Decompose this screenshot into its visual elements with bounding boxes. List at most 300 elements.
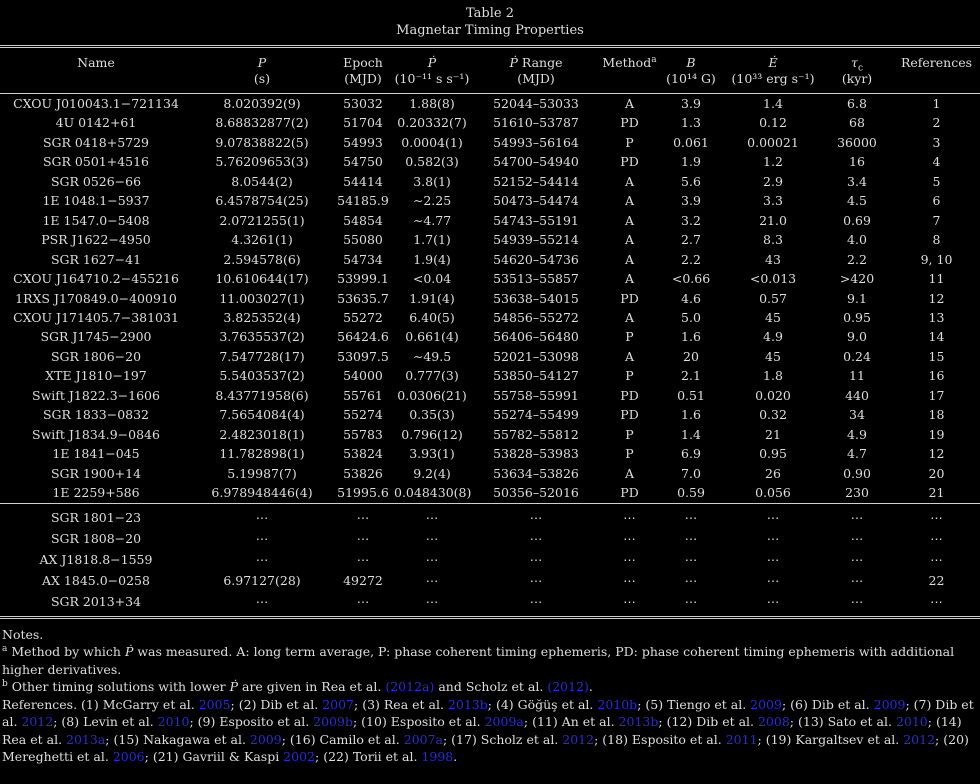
cell-pdot: ⋯ xyxy=(425,551,439,567)
cell-name: 1E 1048.1−5937 xyxy=(42,193,150,209)
cell-pdot-range: 53634–53826 xyxy=(493,465,579,481)
cell-period: 8.68832877(2) xyxy=(215,115,309,131)
cell-tau: ⋯ xyxy=(850,573,864,589)
cell-epoch: 53824 xyxy=(343,446,383,462)
table-header xyxy=(0,47,980,94)
footnote-marker: b xyxy=(2,678,8,689)
cell-pdot: 0.661(4) xyxy=(405,329,459,345)
cell-pdot-range: 53850–54127 xyxy=(493,368,579,384)
cell-edot: 3.3 xyxy=(763,193,783,209)
cell-epoch: 54414 xyxy=(343,173,383,189)
column-header-pdot: Ṗ xyxy=(427,55,437,70)
reference-link[interactable]: 2013b xyxy=(618,714,659,730)
cell-bfield: ⋯ xyxy=(684,594,698,610)
cell-pdot-range: 54743–55191 xyxy=(493,212,579,228)
cell-edot: 43 xyxy=(765,251,781,267)
cell-period: 3.7635537(2) xyxy=(219,329,305,345)
column-unit-edot: (10³³ erg s⁻¹) xyxy=(731,71,815,86)
column-unit-pdot-range: (MJD) xyxy=(517,71,555,86)
cell-edot: 0.056 xyxy=(755,485,791,501)
cell-period: 5.5403537(2) xyxy=(219,368,305,384)
cell-edot: 26 xyxy=(765,465,781,481)
cell-name: PSR J1622−4950 xyxy=(41,232,151,248)
header-symbols-row xyxy=(0,47,980,72)
cell-edot: ⋯ xyxy=(766,594,780,610)
reference-link[interactable]: 2007 xyxy=(322,696,355,712)
reference-link[interactable]: 2007a xyxy=(403,731,443,747)
cell-name: Swift J1822.3−1606 xyxy=(32,387,160,403)
cell-name: 1E 1547.0−5408 xyxy=(42,212,150,228)
column-unit-pdot: (10⁻¹¹ s s⁻¹) xyxy=(394,71,470,86)
cell-pdot-range: 52044–53033 xyxy=(493,96,579,111)
cell-pdot: ⋯ xyxy=(425,594,439,610)
cell-edot: ⋯ xyxy=(766,509,780,525)
cell-tau: 0.90 xyxy=(843,465,871,481)
column-unit-epoch: (MJD) xyxy=(344,71,382,86)
cell-references: 6 xyxy=(932,193,941,209)
cell-pdot: ⋯ xyxy=(425,509,439,525)
cell-references: 15 xyxy=(928,348,945,364)
cell-edot: 4.9 xyxy=(763,329,783,345)
cell-method: ⋯ xyxy=(623,594,636,610)
cell-method: A xyxy=(624,348,635,364)
table-row xyxy=(0,444,980,463)
cell-pdot: 3.93(1) xyxy=(409,446,455,462)
cell-epoch: 54000 xyxy=(343,368,383,384)
table-row xyxy=(0,172,980,191)
reference-link[interactable]: 2006 xyxy=(112,749,145,765)
cell-epoch: 53032 xyxy=(343,96,383,111)
table-row xyxy=(0,483,980,503)
references-label: References. xyxy=(2,696,82,712)
cell-method: PD xyxy=(620,485,639,501)
cell-tau: 16 xyxy=(849,154,865,170)
table-row xyxy=(0,308,980,327)
column-header-pdot-range: Ṗ Range xyxy=(509,55,563,70)
reference-link[interactable]: 1998 xyxy=(421,749,454,765)
column-header-edot: Ė xyxy=(768,55,778,70)
cell-method: PD xyxy=(620,115,639,131)
cell-pdot-range: 54856–55272 xyxy=(493,309,579,325)
reference-link[interactable]: 2011 xyxy=(725,731,758,747)
cell-references: 21 xyxy=(928,485,945,501)
table-row xyxy=(0,366,980,385)
cell-edot: ⋯ xyxy=(766,573,780,589)
cell-edot: 0.020 xyxy=(755,387,791,403)
column-unit-references xyxy=(893,71,980,94)
cell-method: P xyxy=(625,368,634,384)
reference-link[interactable]: 2012 xyxy=(562,731,595,747)
notes-section xyxy=(0,619,980,766)
cell-references: 9, 10 xyxy=(920,251,953,267)
cell-tau: ⋯ xyxy=(850,551,864,567)
cell-bfield: 3.2 xyxy=(681,212,701,228)
cell-method: PD xyxy=(620,407,639,423)
cell-pdot-range: 54700–54940 xyxy=(493,154,579,170)
reference-link[interactable]: 2009 xyxy=(750,696,782,712)
cell-bfield: ⋯ xyxy=(684,573,698,589)
cell-references: 5 xyxy=(932,173,941,189)
cell-tau: 68 xyxy=(849,115,865,131)
table-row xyxy=(0,347,980,366)
cell-pdot: 0.796(12) xyxy=(401,426,463,442)
cell-period: 8.020392(9) xyxy=(223,96,301,111)
cell-pdot-range: ⋯ xyxy=(529,573,543,589)
cell-bfield: ⋯ xyxy=(684,530,698,546)
cell-epoch: 53097.5 xyxy=(337,348,389,364)
cell-method: P xyxy=(625,426,634,442)
cell-epoch: 56424.6 xyxy=(337,329,389,345)
footnote-b: $^b$ Other timing solutions with lower Ṗ are given in Rea et al. (2012a) and Scholz et al. (2012). xyxy=(2,678,593,695)
reference-link[interactable]: 2012 xyxy=(21,714,54,730)
cell-bfield: ⋯ xyxy=(684,551,698,567)
table-row xyxy=(0,152,980,171)
cell-name: SGR J1745−2900 xyxy=(40,329,152,345)
cell-epoch: 54734 xyxy=(343,251,383,267)
cell-references: 16 xyxy=(928,368,945,384)
cell-name: CXOU J010043.1−721134 xyxy=(13,96,179,111)
column-unit-method xyxy=(602,71,657,94)
cell-pdot-range: 53828–53983 xyxy=(493,446,579,462)
header-units-row xyxy=(0,71,980,94)
cell-name: AX 1845.0−0258 xyxy=(42,573,150,589)
cell-name: SGR 1806−20 xyxy=(50,348,142,364)
cell-bfield: 2.2 xyxy=(681,251,701,267)
cell-pdot: 1.7(1) xyxy=(413,232,451,248)
cell-epoch: 53999.1 xyxy=(337,271,389,287)
cell-period: 2.594578(6) xyxy=(223,251,301,267)
cell-edot: ⋯ xyxy=(766,551,780,567)
cell-method: A xyxy=(624,465,635,481)
cell-references: 11 xyxy=(928,271,945,287)
cell-name: XTE J1810−197 xyxy=(45,368,147,384)
table-row xyxy=(0,464,980,483)
cell-epoch: 54185.9 xyxy=(337,193,389,209)
cell-tau: 0.69 xyxy=(843,212,871,228)
cell-method: ⋯ xyxy=(623,509,636,525)
cell-references: 12 xyxy=(928,446,945,462)
column-header-period: P xyxy=(257,55,267,70)
cell-name: SGR 0501+4516 xyxy=(42,154,150,170)
column-unit-tau: (kyr) xyxy=(841,71,873,86)
cell-period: ⋯ xyxy=(255,509,269,525)
cell-bfield: 0.061 xyxy=(673,134,709,150)
table-row xyxy=(0,250,980,269)
cell-tau: 4.5 xyxy=(847,193,867,209)
cell-pdot-range: 54993–56164 xyxy=(493,134,579,150)
table-title: Magnetar Timing Properties xyxy=(396,23,584,38)
cell-bfield: 1.3 xyxy=(681,115,701,131)
cell-period: 9.07838822(5) xyxy=(215,134,309,150)
cell-references: 22 xyxy=(928,573,945,589)
cell-method: A xyxy=(624,212,635,228)
cell-references: ⋯ xyxy=(930,594,943,610)
cell-name: 4U 0142+61 xyxy=(55,115,137,131)
cell-references: 20 xyxy=(928,465,945,481)
cell-method: PD xyxy=(620,290,639,306)
cell-pdot: 0.777(3) xyxy=(405,368,459,384)
cell-pdot: 3.8(1) xyxy=(413,173,451,189)
cell-bfield: 4.6 xyxy=(681,290,701,306)
cell-method: A xyxy=(624,251,635,267)
cell-pdot-range: 53638–54015 xyxy=(493,290,579,306)
table-row xyxy=(0,327,980,346)
cell-period: 3.825352(4) xyxy=(223,309,301,325)
cell-references: 8 xyxy=(932,232,941,248)
cell-name: SGR 1833−0832 xyxy=(42,407,150,423)
cell-edot: 1.4 xyxy=(763,96,783,111)
table-row xyxy=(0,528,980,549)
cell-bfield: 3.9 xyxy=(681,193,701,209)
table-row xyxy=(0,113,980,132)
cell-method: A xyxy=(624,271,635,287)
cell-method: A xyxy=(624,309,635,325)
cell-bfield: 1.6 xyxy=(681,329,701,345)
table-row xyxy=(0,230,980,249)
cell-references: 4 xyxy=(932,154,941,170)
cell-name: Swift J1834.9−0846 xyxy=(32,426,160,442)
table-row xyxy=(0,269,980,288)
cell-epoch: 55783 xyxy=(343,426,383,442)
table-row xyxy=(0,386,980,405)
cell-pdot: 0.582(3) xyxy=(405,154,459,170)
cell-edot: 21 xyxy=(765,426,781,442)
cell-references: 1 xyxy=(932,96,941,111)
column-header-name: Name xyxy=(77,55,115,70)
cell-tau: 4.7 xyxy=(847,446,867,462)
cell-edot: 8.3 xyxy=(763,232,783,248)
column-header-method: Method$^a$ xyxy=(602,54,657,70)
cell-bfield: 2.7 xyxy=(681,232,701,248)
cell-epoch: 51995.6 xyxy=(337,485,389,501)
column-header-bfield: B xyxy=(686,55,696,70)
cell-pdot-range: ⋯ xyxy=(529,530,543,546)
table-row xyxy=(0,289,980,308)
cell-tau: 4.9 xyxy=(847,426,867,442)
cell-references: 14 xyxy=(928,329,945,345)
column-header-references: References xyxy=(900,55,973,70)
cell-pdot: 6.40(5) xyxy=(409,309,455,325)
cell-epoch: 53635.7 xyxy=(337,290,389,306)
reference-link[interactable]: (2012a) xyxy=(385,679,435,695)
table-row xyxy=(0,591,980,617)
cell-tau: >420 xyxy=(839,271,875,287)
cell-epoch: 55272 xyxy=(343,309,383,325)
cell-epoch: 51704 xyxy=(343,115,383,131)
cell-tau: 230 xyxy=(845,485,869,501)
reference-link[interactable]: 2002 xyxy=(283,749,315,765)
cell-pdot: 1.9(4) xyxy=(413,251,451,267)
cell-bfield: ⋯ xyxy=(684,509,698,525)
cell-epoch: ⋯ xyxy=(356,530,370,546)
reference-link[interactable]: 2009b xyxy=(313,714,353,730)
reference-link[interactable]: 2009 xyxy=(873,696,906,712)
cell-tau: 2.2 xyxy=(847,251,867,267)
cell-name: SGR 2013+34 xyxy=(50,594,142,610)
cell-references: ⋯ xyxy=(930,509,943,525)
reference-link[interactable]: 2009a xyxy=(484,714,524,730)
cell-edot: 0.57 xyxy=(759,290,787,306)
cell-edot: 45 xyxy=(765,309,781,325)
cell-name: SGR 0418+5729 xyxy=(42,134,150,150)
reference-link[interactable]: 2013b xyxy=(447,696,488,712)
cell-bfield: <0.66 xyxy=(671,271,711,287)
cell-method: P xyxy=(625,446,634,462)
cell-bfield: 5.0 xyxy=(681,309,701,325)
column-unit-period: (s) xyxy=(253,71,271,86)
cell-references: 2 xyxy=(932,115,941,131)
cell-period: 6.97127(28) xyxy=(223,573,301,589)
table-body-main xyxy=(0,94,980,504)
cell-period: ⋯ xyxy=(255,594,269,610)
cell-bfield: 0.59 xyxy=(677,485,705,501)
cell-pdot-range: 55782–55812 xyxy=(493,426,579,442)
cell-epoch: 55274 xyxy=(343,407,383,423)
cell-edot: ⋯ xyxy=(766,530,780,546)
notes-heading: Notes. xyxy=(2,626,44,642)
cell-method: ⋯ xyxy=(623,573,636,589)
cell-bfield: 1.6 xyxy=(681,407,701,423)
reference-link[interactable]: 2008 xyxy=(757,714,790,730)
cell-period: 2.4823018(1) xyxy=(219,426,305,442)
cell-period: 4.3261(1) xyxy=(231,232,293,248)
reference-link[interactable]: 2010 xyxy=(895,714,928,730)
reference-link[interactable]: 2009 xyxy=(249,731,282,747)
cell-tau: ⋯ xyxy=(850,594,864,610)
cell-pdot-range: ⋯ xyxy=(529,594,543,610)
table-number: Table 2 xyxy=(466,6,514,21)
cell-epoch: 54993 xyxy=(343,134,383,150)
cell-name: SGR 1801−23 xyxy=(50,509,142,525)
cell-bfield: 20 xyxy=(683,348,699,364)
cell-period: 8.43771958(6) xyxy=(215,387,309,403)
cell-pdot-range: 50356–52016 xyxy=(493,485,579,501)
cell-pdot: 0.0004(1) xyxy=(401,134,463,150)
cell-bfield: 0.51 xyxy=(677,387,705,403)
cell-pdot: ⋯ xyxy=(425,573,439,589)
table-row xyxy=(0,191,980,210)
cell-method: A xyxy=(624,96,635,111)
cell-name: AX J1818.8−1559 xyxy=(39,551,153,567)
reference-link[interactable]: 2010b xyxy=(597,696,638,712)
cell-epoch: 53826 xyxy=(343,465,383,481)
timing-table xyxy=(0,45,980,619)
cell-pdot: 1.88(8) xyxy=(409,96,455,111)
cell-pdot: 1.91(4) xyxy=(409,290,455,306)
cell-pdot-range: 50473–54474 xyxy=(493,193,579,209)
cell-tau: 36000 xyxy=(837,134,877,150)
cell-epoch: 54854 xyxy=(343,212,383,228)
cell-edot: 1.2 xyxy=(763,154,783,170)
cell-references: 19 xyxy=(928,426,945,442)
cell-pdot-range: 52021–53098 xyxy=(493,348,579,364)
table-caption xyxy=(0,0,980,39)
cell-pdot-range: 55274–55499 xyxy=(493,407,579,423)
column-unit-name xyxy=(0,71,192,94)
cell-method: PD xyxy=(620,154,639,170)
footnote-a: $^a$ Method by which Ṗ was measured. A: long term average, P: phase coherent timing ephemeris, PD: phase coherent timing ephemeris with additional higher derivatives. xyxy=(2,643,955,677)
cell-bfield: 6.9 xyxy=(681,446,701,462)
reference-link[interactable]: 2010 xyxy=(157,714,190,730)
cell-edot: <0.013 xyxy=(749,271,797,287)
column-header-tau: $\tau_c$ xyxy=(851,55,863,74)
cell-pdot: 0.0306(21) xyxy=(397,387,467,403)
cell-tau: ⋯ xyxy=(850,530,864,546)
cell-name: SGR 1900+14 xyxy=(50,465,142,481)
cell-tau: 0.24 xyxy=(843,348,871,364)
cell-edot: 0.12 xyxy=(759,115,787,131)
cell-pdot: 0.20332(7) xyxy=(397,115,467,131)
cell-bfield: 7.0 xyxy=(681,465,701,481)
cell-period: 11.782898(1) xyxy=(219,446,305,462)
cell-edot: 0.32 xyxy=(759,407,787,423)
cell-pdot: <0.04 xyxy=(412,271,452,287)
column-unit-bfield: (10¹⁴ G) xyxy=(666,71,716,86)
cell-pdot-range: 55758–55991 xyxy=(493,387,579,403)
cell-method: P xyxy=(625,329,634,345)
cell-name: 1E 2259+586 xyxy=(52,485,140,501)
cell-period: 6.978948446(4) xyxy=(211,485,313,501)
cell-period: 6.4578754(25) xyxy=(215,193,309,209)
cell-pdot: ⋯ xyxy=(425,530,439,546)
table-row xyxy=(0,94,980,114)
cell-references: 13 xyxy=(928,309,945,325)
cell-period: 8.0544(2) xyxy=(231,173,293,189)
table-row xyxy=(0,425,980,444)
cell-references: 17 xyxy=(928,387,945,403)
cell-period: 10.610644(17) xyxy=(215,271,309,287)
footnote-marker: a xyxy=(2,643,8,654)
cell-epoch: 54750 xyxy=(343,154,383,170)
cell-tau: 9.1 xyxy=(847,290,867,306)
cell-pdot-range: 54620–54736 xyxy=(493,251,579,267)
column-header-epoch: Epoch xyxy=(343,55,383,70)
cell-pdot-range: 56406–56480 xyxy=(493,329,579,345)
cell-tau: 0.95 xyxy=(843,309,871,325)
table-row xyxy=(0,503,980,528)
reference-link[interactable]: 2013a xyxy=(66,731,106,747)
cell-method: ⋯ xyxy=(623,551,636,567)
cell-edot: 0.95 xyxy=(759,446,787,462)
cell-name: CXOU J164710.2−455216 xyxy=(13,271,179,287)
cell-edot: 21.0 xyxy=(759,212,787,228)
cell-bfield: 1.4 xyxy=(681,426,701,442)
cell-pdot: 0.35(3) xyxy=(409,407,455,423)
cell-name: CXOU J171405.7−381031 xyxy=(13,309,179,325)
cell-tau: 9.0 xyxy=(847,329,867,345)
cell-name: SGR 1627−41 xyxy=(50,251,142,267)
cell-period: 7.547728(17) xyxy=(219,348,305,364)
cell-pdot-range: ⋯ xyxy=(529,509,543,525)
reference-link[interactable]: (2012) xyxy=(547,679,589,695)
table-row xyxy=(0,570,980,591)
cell-period: ⋯ xyxy=(255,530,269,546)
table-row xyxy=(0,133,980,152)
cell-name: SGR 0526−66 xyxy=(50,173,142,189)
cell-edot: 1.8 xyxy=(763,368,783,384)
reference-link[interactable]: 2012 xyxy=(903,731,936,747)
cell-pdot-range: 52152–54414 xyxy=(493,173,579,189)
cell-references: 7 xyxy=(932,212,941,228)
cell-tau: ⋯ xyxy=(850,509,864,525)
cell-pdot: ∼49.5 xyxy=(412,348,452,364)
cell-period: ⋯ xyxy=(255,551,269,567)
cell-edot: 2.9 xyxy=(763,173,783,189)
cell-bfield: 3.9 xyxy=(681,96,701,111)
reference-link[interactable]: 2005 xyxy=(198,696,231,712)
cell-edot: 45 xyxy=(765,348,781,364)
cell-references: 12 xyxy=(928,290,945,306)
